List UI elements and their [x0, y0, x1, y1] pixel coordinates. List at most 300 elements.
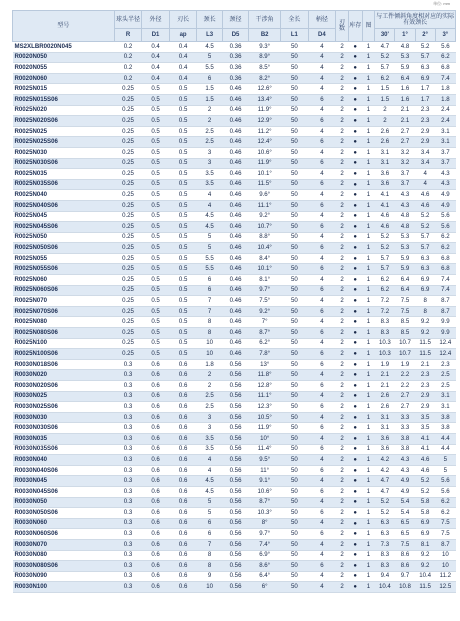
value-cell: 4 — [308, 391, 336, 402]
value-cell: 2 — [336, 402, 349, 413]
value-cell: 2 — [336, 169, 349, 180]
value-cell: 11.5 — [415, 338, 435, 349]
value-cell: 8.6 — [395, 550, 415, 561]
value-cell: 0.36 — [222, 42, 248, 53]
table-row — [13, 582, 456, 593]
value-cell: 1.9 — [375, 359, 395, 370]
value-cell: 2 — [336, 42, 349, 53]
value-cell: 0.46 — [222, 253, 248, 264]
value-cell: 50 — [281, 476, 309, 487]
model-cell: R0025N050S06 — [13, 243, 115, 254]
table-row — [13, 94, 456, 105]
value-cell: 0.6 — [142, 433, 170, 444]
value-cell: 1 — [362, 126, 375, 137]
value-cell: 0.46 — [222, 190, 248, 201]
value-cell: 9.1° — [249, 476, 281, 487]
value-cell: 7.5° — [249, 296, 281, 307]
value-cell: 8.7 — [435, 539, 455, 550]
value-cell: 4.9 — [435, 190, 455, 201]
value-cell: 0.25 — [114, 349, 142, 360]
value-cell: 5 — [435, 465, 455, 476]
value-cell: 0.5 — [142, 338, 170, 349]
value-cell: 4.6 — [415, 200, 435, 211]
value-cell: 0.46 — [222, 158, 248, 169]
value-cell: 0.5 — [142, 253, 170, 264]
value-cell: 0.3 — [114, 423, 142, 434]
value-cell: 3 — [197, 412, 222, 423]
value-cell: 4 — [308, 518, 336, 529]
value-cell: 1 — [362, 116, 375, 127]
value-cell: 11.9° — [249, 105, 281, 116]
value-cell: 1.5 — [197, 84, 222, 95]
value-cell: 0.25 — [114, 158, 142, 169]
value-cell: 0.25 — [114, 105, 142, 116]
value-cell: 6 — [308, 285, 336, 296]
value-cell: 2 — [336, 158, 349, 169]
value-cell: 3 — [197, 158, 222, 169]
value-cell: 0.46 — [222, 328, 248, 339]
value-cell: 8.7 — [435, 296, 455, 307]
value-cell: 4.8 — [395, 211, 415, 222]
value-cell: 11.9° — [249, 158, 281, 169]
value-cell: 4 — [308, 338, 336, 349]
value-cell: 50 — [281, 338, 309, 349]
value-cell: 3.2 — [395, 158, 415, 169]
value-cell: 8.5 — [395, 317, 415, 328]
value-cell: 2 — [336, 63, 349, 74]
value-cell: 2.5 — [197, 137, 222, 148]
value-cell: 0.25 — [114, 306, 142, 317]
value-cell: 6 — [308, 306, 336, 317]
model-cell: R0030N070 — [13, 539, 115, 550]
value-cell: 0.5 — [142, 84, 170, 95]
model-cell: R0025N100 — [13, 338, 115, 349]
value-cell: 0.6 — [169, 476, 197, 487]
value-cell: 1 — [362, 73, 375, 84]
value-cell: 0.56 — [222, 359, 248, 370]
value-cell: 0.2 — [114, 63, 142, 74]
value-cell: 2 — [336, 381, 349, 392]
value-cell: 50 — [281, 264, 309, 275]
value-cell: 6.3 — [415, 63, 435, 74]
value-cell: 1 — [362, 465, 375, 476]
value-cell: 2 — [336, 275, 349, 286]
value-cell: 3.1 — [375, 147, 395, 158]
col-a3: 3° — [435, 29, 455, 42]
value-cell: 0.3 — [114, 412, 142, 423]
value-cell: 1 — [362, 508, 375, 519]
value-cell: 2 — [336, 232, 349, 243]
value-cell: 0.3 — [114, 529, 142, 540]
stock-dot-icon: ● — [348, 200, 362, 211]
table-row — [13, 359, 456, 370]
value-cell: 0.46 — [222, 211, 248, 222]
value-cell: 4.7 — [375, 486, 395, 497]
value-cell: 3.5 — [197, 179, 222, 190]
value-cell: 3.7 — [435, 147, 455, 158]
value-cell: 6 — [197, 518, 222, 529]
value-cell: 4.5 — [197, 486, 222, 497]
value-cell: 0.5 — [169, 338, 197, 349]
table-row — [13, 391, 456, 402]
value-cell: 4 — [308, 370, 336, 381]
value-cell: 1 — [362, 285, 375, 296]
value-cell: 0.6 — [142, 444, 170, 455]
value-cell: 5.2 — [375, 232, 395, 243]
table-row — [13, 571, 456, 582]
value-cell: 1.8 — [197, 359, 222, 370]
value-cell: 4.3 — [395, 200, 415, 211]
value-cell: 5.8 — [415, 497, 435, 508]
value-cell: 1 — [362, 381, 375, 392]
value-cell: 4.2 — [375, 465, 395, 476]
value-cell: 50 — [281, 126, 309, 137]
value-cell: 2 — [336, 317, 349, 328]
value-cell: 0.46 — [222, 349, 248, 360]
value-cell: 2 — [336, 285, 349, 296]
model-cell: R0025N080 — [13, 317, 115, 328]
value-cell: 2.4 — [435, 116, 455, 127]
value-cell: 5.5 — [197, 253, 222, 264]
value-cell: 5.2 — [375, 243, 395, 254]
value-cell: 50 — [281, 561, 309, 572]
value-cell: 1 — [362, 243, 375, 254]
table-row — [13, 211, 456, 222]
value-cell: 3.1 — [435, 137, 455, 148]
value-cell: 10 — [435, 550, 455, 561]
value-cell: 0.46 — [222, 317, 248, 328]
value-cell: 0.56 — [222, 455, 248, 466]
value-cell: 50 — [281, 222, 309, 233]
value-cell: 2.2 — [395, 381, 415, 392]
value-cell: 5.3 — [395, 52, 415, 63]
value-cell: 0.6 — [169, 518, 197, 529]
value-cell: 0.5 — [169, 306, 197, 317]
model-cell: R0030N045S06 — [13, 486, 115, 497]
value-cell: 6.8 — [435, 63, 455, 74]
value-cell: 6 — [308, 465, 336, 476]
model-cell: R0025N015 — [13, 84, 115, 95]
value-cell: 1 — [362, 455, 375, 466]
value-cell: 0.56 — [222, 391, 248, 402]
value-cell: 0.2 — [114, 42, 142, 53]
value-cell: 9.2 — [415, 317, 435, 328]
value-cell: 1 — [362, 571, 375, 582]
value-cell: 10 — [197, 338, 222, 349]
value-cell: 6 — [308, 561, 336, 572]
value-cell: 0.3 — [114, 359, 142, 370]
value-cell: 0.6 — [169, 529, 197, 540]
value-cell: 0.46 — [222, 94, 248, 105]
model-cell: R0025N100S06 — [13, 349, 115, 360]
value-cell: 50 — [281, 275, 309, 286]
value-cell: 0.5 — [142, 243, 170, 254]
model-cell: R0025N025 — [13, 126, 115, 137]
table-row — [13, 486, 456, 497]
stock-dot-icon: ● — [348, 116, 362, 127]
value-cell: 6.4° — [249, 571, 281, 582]
model-cell: R0025N055 — [13, 253, 115, 264]
value-cell: 2 — [336, 116, 349, 127]
value-cell: 0.5 — [169, 232, 197, 243]
value-cell: 0.46 — [222, 275, 248, 286]
value-cell: 6.9 — [415, 518, 435, 529]
model-cell: R0030N020S06 — [13, 381, 115, 392]
value-cell: 8.1 — [415, 539, 435, 550]
value-cell: 4 — [308, 63, 336, 74]
sym-d5: D5 — [222, 29, 248, 42]
stock-dot-icon: ● — [348, 243, 362, 254]
value-cell: 5.7 — [375, 253, 395, 264]
value-cell: 9.9 — [435, 317, 455, 328]
table-row — [13, 476, 456, 487]
value-cell: 2.6 — [375, 137, 395, 148]
value-cell: 0.3 — [114, 508, 142, 519]
value-cell: 8.6 — [395, 561, 415, 572]
value-cell: 2 — [336, 222, 349, 233]
value-cell: 13° — [249, 359, 281, 370]
value-cell: 0.5 — [169, 179, 197, 190]
model-cell: R0030N040 — [13, 455, 115, 466]
value-cell: 1.6 — [395, 84, 415, 95]
value-cell: 0.5 — [169, 243, 197, 254]
value-cell: 0.25 — [114, 296, 142, 307]
value-cell: 0.5 — [142, 264, 170, 275]
value-cell: 1.8 — [435, 84, 455, 95]
table-row — [13, 508, 456, 519]
value-cell: 0.6 — [142, 391, 170, 402]
value-cell: 50 — [281, 539, 309, 550]
value-cell: 2.1 — [375, 370, 395, 381]
value-cell: 1 — [362, 328, 375, 339]
model-cell: R0025N020 — [13, 105, 115, 116]
value-cell: 0.46 — [222, 200, 248, 211]
table-row — [13, 433, 456, 444]
value-cell: 6.2 — [435, 243, 455, 254]
value-cell: 9.2° — [249, 306, 281, 317]
model-cell: R0025N035 — [13, 169, 115, 180]
value-cell: 50 — [281, 529, 309, 540]
value-cell: 3.5 — [197, 169, 222, 180]
value-cell: 4 — [308, 433, 336, 444]
value-cell: 0.3 — [114, 497, 142, 508]
value-cell: 2.5 — [435, 381, 455, 392]
value-cell: 0.56 — [222, 539, 248, 550]
value-cell: 0.56 — [222, 508, 248, 519]
value-cell: 4 — [308, 476, 336, 487]
value-cell: 6.9° — [249, 550, 281, 561]
value-cell: 1 — [362, 222, 375, 233]
value-cell: 8.3 — [375, 317, 395, 328]
col-angle-group: 与工件倾斜角度相对应的实际有效颈长 — [375, 11, 456, 29]
value-cell: 4 — [308, 84, 336, 95]
value-cell: 5.7 — [415, 243, 435, 254]
value-cell: 0.6 — [169, 455, 197, 466]
col-z: 刃数 — [336, 11, 349, 42]
value-cell: 8.5 — [395, 328, 415, 339]
stock-dot-icon: ● — [348, 158, 362, 169]
value-cell: 2.5 — [197, 402, 222, 413]
table-row — [13, 285, 456, 296]
value-cell: 0.6 — [169, 561, 197, 572]
value-cell: 8.2° — [249, 73, 281, 84]
value-cell: 0.3 — [114, 381, 142, 392]
model-cell: R0020N060 — [13, 73, 115, 84]
value-cell: 4.7 — [375, 476, 395, 487]
model-cell: R0025N070 — [13, 296, 115, 307]
value-cell: 2.9 — [415, 391, 435, 402]
model-cell: R0025N045S06 — [13, 222, 115, 233]
value-cell: 0.46 — [222, 243, 248, 254]
value-cell: 0.5 — [142, 158, 170, 169]
value-cell: 0.6 — [142, 402, 170, 413]
value-cell: 4 — [308, 52, 336, 63]
value-cell: 0.5 — [142, 275, 170, 286]
value-cell: 8 — [197, 317, 222, 328]
value-cell: 1 — [362, 518, 375, 529]
value-cell: 3.6 — [375, 444, 395, 455]
stock-dot-icon: ● — [348, 571, 362, 582]
stock-dot-icon: ● — [348, 518, 362, 529]
value-cell: 2 — [336, 508, 349, 519]
value-cell: 1.5 — [375, 84, 395, 95]
value-cell: 50 — [281, 190, 309, 201]
value-cell: 50 — [281, 169, 309, 180]
value-cell: 11.5° — [249, 179, 281, 190]
model-cell: R0025N055S06 — [13, 264, 115, 275]
table-row — [13, 200, 456, 211]
stock-dot-icon: ● — [348, 433, 362, 444]
value-cell: 4.3 — [395, 190, 415, 201]
value-cell: 0.6 — [169, 486, 197, 497]
value-cell: 2 — [197, 381, 222, 392]
value-cell: 5.6 — [435, 211, 455, 222]
value-cell: 0.6 — [142, 518, 170, 529]
value-cell: 0.46 — [222, 264, 248, 275]
value-cell: 3.8 — [395, 433, 415, 444]
value-cell: 0.4 — [142, 63, 170, 74]
value-cell: 2 — [197, 370, 222, 381]
value-cell: 2 — [336, 455, 349, 466]
value-cell: 0.46 — [222, 169, 248, 180]
value-cell: 7.4° — [249, 539, 281, 550]
stock-dot-icon: ● — [348, 391, 362, 402]
stock-dot-icon: ● — [348, 370, 362, 381]
value-cell: 2.1 — [395, 105, 415, 116]
value-cell: 0.6 — [169, 465, 197, 476]
value-cell: 0.6 — [169, 391, 197, 402]
value-cell: 0.6 — [142, 550, 170, 561]
value-cell: 11.1° — [249, 200, 281, 211]
value-cell: 1 — [362, 444, 375, 455]
table-row — [13, 497, 456, 508]
stock-dot-icon: ● — [348, 169, 362, 180]
value-cell: 1.6 — [395, 94, 415, 105]
sym-l1: L1 — [281, 29, 309, 42]
model-cell: R0030N018S06 — [13, 359, 115, 370]
value-cell: 4.1 — [375, 200, 395, 211]
value-cell: 1 — [362, 137, 375, 148]
model-cell: R0030N060 — [13, 518, 115, 529]
value-cell: 0.5 — [169, 147, 197, 158]
table-row — [13, 539, 456, 550]
value-cell: 0.3 — [114, 550, 142, 561]
value-cell: 0.5 — [169, 222, 197, 233]
value-cell: 0.6 — [142, 465, 170, 476]
value-cell: 3.1 — [435, 391, 455, 402]
value-cell: 4 — [197, 455, 222, 466]
value-cell: 6 — [308, 222, 336, 233]
value-cell: 6 — [308, 243, 336, 254]
value-cell: 1 — [362, 561, 375, 572]
value-cell: 9.5° — [249, 455, 281, 466]
value-cell: 5 — [197, 508, 222, 519]
value-cell: 0.6 — [169, 433, 197, 444]
value-cell: 4 — [308, 582, 336, 593]
value-cell: 8.5° — [249, 63, 281, 74]
value-cell: 0.3 — [114, 486, 142, 497]
value-cell: 0.3 — [114, 561, 142, 572]
value-cell: 9.2° — [249, 211, 281, 222]
value-cell: 0.3 — [114, 455, 142, 466]
stock-dot-icon: ● — [348, 211, 362, 222]
value-cell: 11.1° — [249, 391, 281, 402]
value-cell: 8 — [197, 550, 222, 561]
value-cell: 50 — [281, 444, 309, 455]
value-cell: 2 — [336, 497, 349, 508]
value-cell: 2.1 — [375, 381, 395, 392]
value-cell: 50 — [281, 52, 309, 63]
value-cell: 0.5 — [142, 147, 170, 158]
value-cell: 0.5 — [142, 328, 170, 339]
model-cell: R0030N060S06 — [13, 529, 115, 540]
value-cell: 0.25 — [114, 285, 142, 296]
value-cell: 12.3° — [249, 402, 281, 413]
value-cell: 1 — [362, 264, 375, 275]
value-cell: 2 — [336, 306, 349, 317]
value-cell: 0.25 — [114, 84, 142, 95]
value-cell: 0.6 — [169, 582, 197, 593]
value-cell: 2 — [336, 370, 349, 381]
value-cell: 4.4 — [435, 444, 455, 455]
value-cell: 4 — [197, 200, 222, 211]
value-cell: 6.9 — [415, 73, 435, 84]
value-cell: 7.3 — [375, 539, 395, 550]
value-cell: 0.6 — [169, 423, 197, 434]
value-cell: 2 — [336, 433, 349, 444]
value-cell: 0.5 — [169, 137, 197, 148]
value-cell: 1 — [362, 391, 375, 402]
value-cell: 2 — [336, 561, 349, 572]
value-cell: 0.5 — [142, 211, 170, 222]
value-cell: 3.7 — [395, 169, 415, 180]
value-cell: 4 — [308, 211, 336, 222]
table-row — [13, 455, 456, 466]
value-cell: 3.4 — [415, 158, 435, 169]
value-cell: 6.2° — [249, 338, 281, 349]
stock-dot-icon: ● — [348, 497, 362, 508]
table-row — [13, 84, 456, 95]
value-cell: 0.56 — [222, 444, 248, 455]
value-cell: 4.5 — [197, 42, 222, 53]
value-cell: 9.2 — [415, 328, 435, 339]
value-cell: 1 — [362, 296, 375, 307]
value-cell: 0.3 — [114, 444, 142, 455]
value-cell: 0.6 — [142, 497, 170, 508]
value-cell: 4.6 — [375, 211, 395, 222]
value-cell: 3.2 — [395, 147, 415, 158]
value-cell: 2.9 — [415, 126, 435, 137]
